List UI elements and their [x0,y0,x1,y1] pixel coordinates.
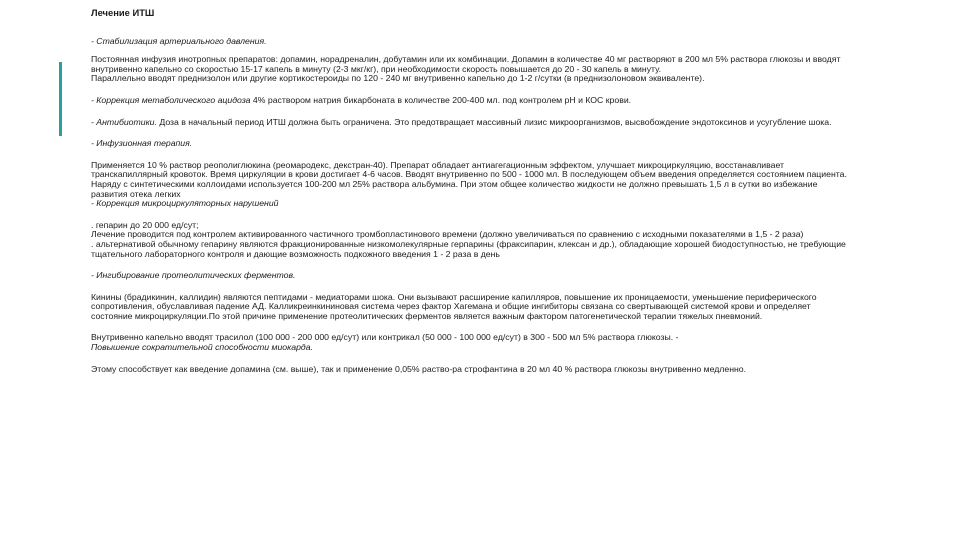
section-body-bp: Постоянная инфузия инотропных препаратов: допамин, норадреналин, добутамин или их комбинации. Допамин в количестве 40 мг растворяют в 200 мл 5% раствора глюкозы и вводят внутривенно капельно со скоростью 15-17 капель в минуту (2-3 мкг/кг), при необходимости скорость повышается до 20 - 30 капель в минуту. Параллельно вводят преднизолон или другие кортикостероиды по 120 - 240 мг внутривенно капельно до 1-2 г/сутки (в преднизолоновом эквиваленте). [91,54,841,84]
section-heading-proteolytic: - Ингибирование протеолитических ферментов. [91,270,296,281]
accent-bar [59,62,62,136]
section-body-proteolytic: Кинины (брадикинин, каллидин) являются пептидами - медиаторами шока. Они вызывают расширение капилляров, повышение их проницаемости, уменьшение периферического сопротивления, обуславливая падение АД. Калликреинкининовая система через фактор Хагемана и общие ингибиторы связана со свертывающей системой крови и определяет состояние микроциркуляции.По этой причине применение протеолитических ферментов является важным фактором патогенетической терапии тяжелых пневмоний. [91,291,817,321]
document-page [91,8,851,374]
section-body-microcirculation: . гепарин до 20 000 ед/сут; Лечение проводится под контролем активированного частичного тромбопластинового времени (должно увеличиваться по сравнению с исходными показателями в 1,5 - 2 раза) . альтернативой обычному гепарину являются фракционированные низкомолекулярные герпарины (фраксипарин, клексан и др.), обладающие хорошей биодоступностью, не требующие тщательного лабораторного контроля и дающие возможность подкожного введения 1 - 2 раза в день [91,219,846,259]
page-title: Лечение ИТШ [91,7,155,18]
section-heading-antibiotics: - Антибиотики. [91,116,157,127]
section-heading-infusion: - Инфузионная терапия. [91,138,193,149]
section-body-infusion: Применяется 10 % раствор реополиглюкина (реомародекс, декстран-40). Препарат обладает антиагегационным эффектом, улучшает микроциркуляцию, восстанавливает транскапиллярный кровоток. Время циркуляции в крови достигает 4-6 часов. Вводят внутривенно по 500 - 1000 мл. В последующем объем введения определяется состоянием пациента. Наряду с синтетическими коллоидами используется 100-200 мл 25% раствора альбумина. При этом общее количество жидкости не должно превышать 1,5 л в сутки во избежание развития отека легких [91,159,847,199]
section-body-antibiotics: Доза в начальный период ИТШ должна быть ограничена. Это предотвращает массивный лизис микроорганизмов, высвобождение эндотоксинов и усугубление шока. [156,116,832,127]
section-heading-bp: - Стабилизация артериального давления. [91,35,267,46]
section-body-acidosis: 4% раствором натрия бикарбоната в количестве 200-400 мл. под контролем pH и КОС крови. [250,94,632,105]
section-heading-acidosis: - Коррекция метаболического ацидоза [91,94,251,105]
section-acidosis [91,96,851,106]
section-heading-myocardium: Повышение сократительной способности миокарда. [91,342,313,353]
section-body-dopamine: Этому способствует как введение допамина (см. выше), так и применение 0,05% раство-ра строфантина в 20 мл 40 % раствора глюкозы внутривенно медленно. [91,363,747,374]
section-heading-microcirculation: - Коррекция микроциркуляторных нарушений [91,198,279,209]
section-antibiotics [91,118,851,128]
section-body-trasylol: Внутривенно капельно вводят трасилол (100 000 - 200 000 ед/сут) или контрикал (50 000 - 100 000 ед/сут) в 300 - 500 мл 5% раствора глюкозы. - [91,332,679,343]
